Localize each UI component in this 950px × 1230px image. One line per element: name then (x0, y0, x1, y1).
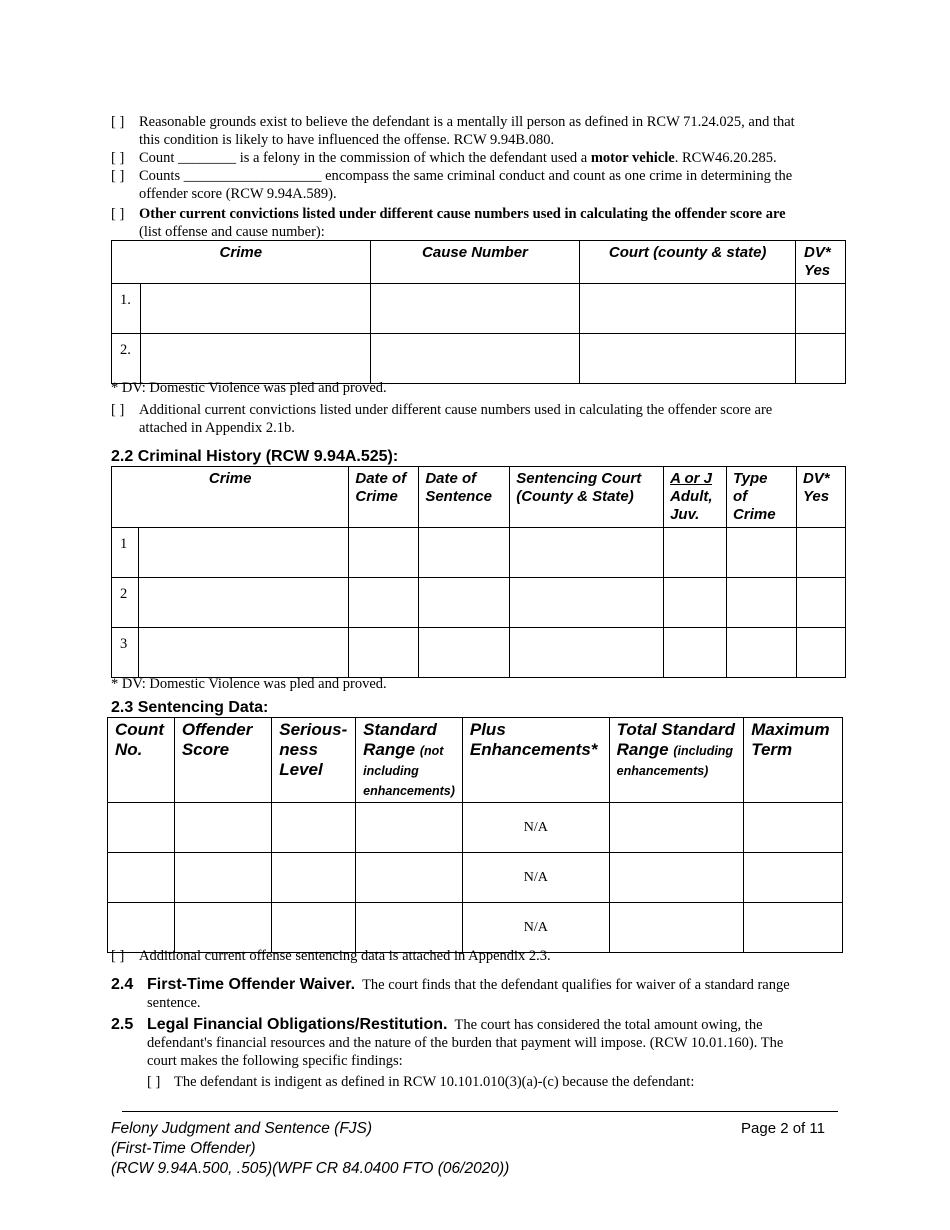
table-row: N/A (108, 853, 843, 903)
header-cause-number: Cause Number (370, 241, 580, 284)
header-count-no: Count No. (108, 718, 175, 803)
section-2-2-heading: 2.2 Criminal History (RCW 9.94A.525): (111, 448, 399, 465)
table-row: 1. (112, 284, 846, 334)
checkbox[interactable]: [ ] (111, 114, 125, 130)
sentencing-data-table (107, 717, 843, 953)
checkbox[interactable]: [ ] (147, 1074, 161, 1090)
header-seriousness-level: Serious- ness Level (272, 718, 356, 803)
header-crime: Crime (112, 241, 371, 284)
criminal-history-table (111, 466, 846, 678)
header-standard-range: Standard Range (not including enhancements) (356, 718, 463, 803)
header-date-of-sentence: Date of Sentence (419, 467, 510, 528)
section-2-3-heading: 2.3 Sentencing Data: (111, 699, 269, 716)
header-date-of-crime: Date of Crime (349, 467, 419, 528)
checkbox[interactable]: [ ] (111, 168, 125, 184)
checkbox[interactable]: [ ] (111, 150, 125, 166)
table-row: N/A (108, 903, 843, 953)
header-plus-enhancements: Plus Enhancements* (462, 718, 609, 803)
header-court: Court (county & state) (580, 241, 796, 284)
header-total-standard-range: Total Standard Range (including enhancements) (609, 718, 744, 803)
table-row: 2 (112, 578, 846, 628)
footer-divider (122, 1111, 838, 1112)
footer-title: Felony Judgment and Sentence (FJS) (First-Time Offender) (RCW 9.94A.500, .505)(WPF CR 84.0400 FTO (06/2020)) (111, 1120, 510, 1177)
header-sentencing-court: Sentencing Court (County & State) (510, 467, 664, 528)
table-row: 1 (112, 528, 846, 578)
header-crime: Crime (112, 467, 349, 528)
table-row: 2. (112, 334, 846, 384)
section-2-5: 2.5 Legal Financial Obligations/Restitution. The court has considered the total amount owing, the defendant's financial resources and the nature of the burden that payment will impose. (RCW 10.01.160). The court makes the following specific findings: (111, 1016, 784, 1069)
header-maximum-term: Maximum Term (744, 718, 843, 803)
header-offender-score: Offender Score (174, 718, 271, 803)
section-2-4: 2.4 First-Time Offender Waiver. The court finds that the defendant qualifies for waiver of a standard range sentence. (111, 976, 790, 1011)
table-row: 3 (112, 628, 846, 678)
header-dv: DV* Yes (796, 241, 846, 284)
additional-sentencing-item: [ ] Additional current offense sentencing data is attached in Appendix 2.3. (111, 948, 551, 964)
table-row: N/A (108, 803, 843, 853)
dv-note: * DV: Domestic Violence was pled and proved. (111, 380, 387, 396)
motor-vehicle-item: [ ] Count ________ is a felony in the commission of which the defendant used a motor vehicle. RCW46.20.285. (111, 150, 777, 166)
header-type-of-crime: Type of Crime (727, 467, 797, 528)
checkbox[interactable]: [ ] (111, 206, 125, 222)
checkbox[interactable]: [ ] (111, 402, 125, 418)
page-number: Page 2 of 11 (741, 1120, 825, 1137)
mental-illness-item: [ ] Reasonable grounds exist to believe the defendant is a mentally ill person as defined in RCW 71.24.025, and that this condition is likely to have influenced the offense. RCW 9.94B.080. (111, 114, 795, 148)
header-adult-juv: A or J Adult, Juv. (664, 467, 727, 528)
additional-convictions-item: [ ] Additional current convictions listed under different cause numbers used in calculating the offender score are attached in Appendix 2.1b. (111, 402, 773, 436)
dv-note-2: * DV: Domestic Violence was pled and proved. (111, 676, 387, 692)
indigent-item: [ ] The defendant is indigent as defined in RCW 10.101.010(3)(a)-(c) because the defendant: (147, 1074, 695, 1090)
other-convictions-table (111, 240, 846, 384)
other-convictions-item: [ ] Other current convictions listed under different cause numbers used in calculating the offender score are (list offense and cause number): (111, 206, 786, 240)
checkbox[interactable]: [ ] (111, 948, 125, 964)
header-dv: DV* Yes (796, 467, 845, 528)
same-conduct-item: [ ] Counts ___________________ encompass the same criminal conduct and count as one crime in determining the offender score (RCW 9.94A.589). (111, 168, 793, 202)
